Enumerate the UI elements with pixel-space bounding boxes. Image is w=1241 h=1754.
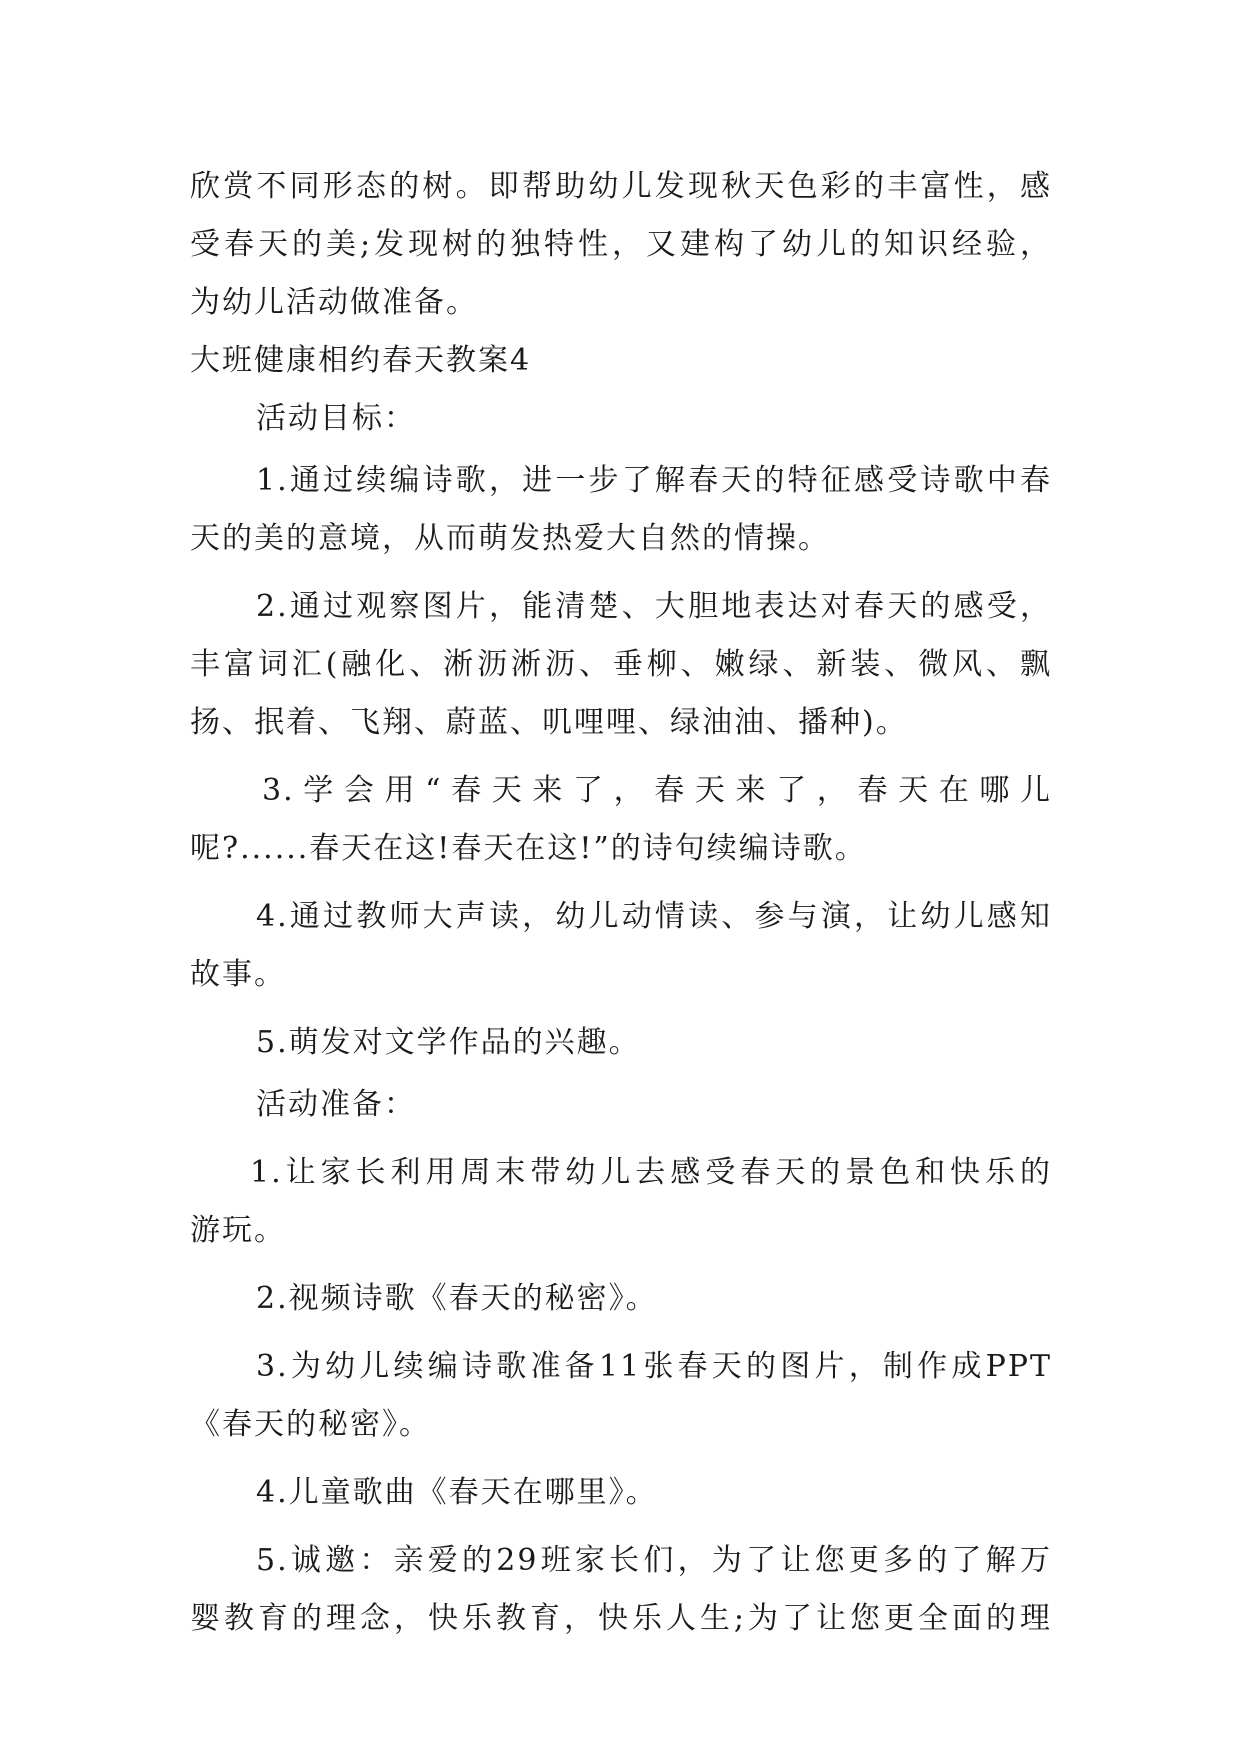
text-line: 5.诚邀：亲爱的29班家长们，为了让您更多的了解万 (256, 1543, 1052, 1578)
subheading-goals: 活动目标： (256, 401, 416, 436)
text-line: 故事。 (190, 957, 286, 992)
text-line: 2.视频诗歌《春天的秘密》。 (256, 1281, 658, 1316)
text-line: 婴教育的理念，快乐教育，快乐人生;为了让您更全面的理 (190, 1601, 1052, 1636)
text-line: 丰富词汇(融化、淅沥淅沥、垂柳、嫩绿、新装、微风、飘 (190, 647, 1052, 682)
text-line: 呢?......春天在这!春天在这!”的诗句续编诗歌。 (190, 831, 867, 866)
text-line: 为幼儿活动做准备。 (190, 285, 478, 320)
text-line: 4.儿童歌曲《春天在哪里》。 (256, 1475, 658, 1510)
text-line: 5.萌发对文学作品的兴趣。 (256, 1025, 641, 1060)
text-line: 受春天的美;发现树的独特性，又建构了幼儿的知识经验， (190, 227, 1052, 262)
text-line: 1.让家长利用周末带幼儿去感受春天的景色和快乐的 (250, 1155, 1052, 1190)
text-line: 3.学会用“春天来了，春天来了，春天在哪儿 (262, 773, 1052, 808)
text-line: 1.通过续编诗歌，进一步了解春天的特征感受诗歌中春 (256, 463, 1052, 498)
text-line: 天的美的意境，从而萌发热爱大自然的情操。 (190, 521, 830, 556)
text-line: 《春天的秘密》。 (190, 1407, 431, 1442)
subheading-preparation: 活动准备： (256, 1087, 416, 1122)
section-heading: 大班健康相约春天教案4 (190, 343, 532, 378)
text-line: 欣赏不同形态的树。即帮助幼儿发现秋天色彩的丰富性，感 (190, 169, 1052, 204)
text-line: 扬、抿着、飞翔、蔚蓝、叽哩哩、绿油油、播种)。 (190, 705, 908, 740)
document-body (190, 158, 1052, 1648)
text-line: 2.通过观察图片，能清楚、大胆地表达对春天的感受， (256, 589, 1052, 624)
text-line: 3.为幼儿续编诗歌准备11张春天的图片，制作成PPT (256, 1349, 1052, 1384)
text-line: 4.通过教师大声读，幼儿动情读、参与演，让幼儿感知 (256, 899, 1052, 934)
text-line: 游玩。 (190, 1213, 286, 1248)
